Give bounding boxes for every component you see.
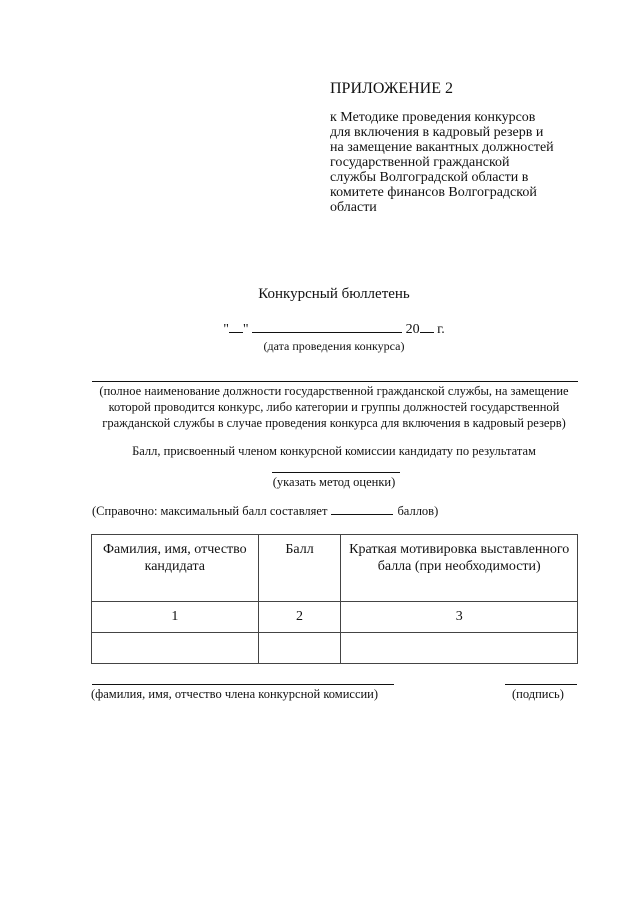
appendix-title: ПРИЛОЖЕНИЕ 2 (330, 80, 454, 97)
score-table (91, 534, 578, 664)
day-blank (229, 320, 243, 333)
table-cell (258, 633, 341, 664)
position-line (92, 381, 578, 382)
date-caption: (дата проведения конкурса) (263, 339, 405, 353)
reference-note (92, 503, 438, 519)
score-text: Балл, присвоенный членом конкурсной комиссии кандидату по результатам (132, 444, 536, 458)
year-blank (420, 320, 434, 333)
method-line (272, 472, 400, 473)
table-cell (341, 633, 578, 664)
col-number-3: 3 (341, 602, 578, 633)
date-open-quote: " (223, 322, 229, 337)
method-caption: (указать метод оценки) (272, 475, 396, 489)
date-suffix: г. (433, 322, 445, 337)
col-number-1: 1 (92, 602, 259, 633)
reference-prefix: (Справочно: максимальный балл составляет (92, 504, 328, 518)
table-cell (92, 633, 259, 664)
col-number-2: 2 (258, 602, 341, 633)
reference-suffix: баллов) (397, 504, 439, 518)
table-header-row (92, 535, 578, 602)
appendix-description: к Методике проведения конкурсов для включения в кадровый резерв и на замещение вакантных должностей государственной гражданской службы Волгоградской области в комитете финансов Волгоградской области (330, 110, 554, 215)
bulletin-title: Конкурсный бюллетень (258, 286, 410, 302)
header-motivation: Краткая мотивировка выставленного балла (при необходимости) (341, 535, 578, 602)
signature-line (505, 684, 577, 685)
signature-caption: (подпись) (512, 687, 564, 701)
member-name-line (92, 684, 394, 685)
header-candidate: Фамилия, имя, отчество кандидата (92, 535, 259, 602)
table-row (92, 633, 578, 664)
member-name-caption: (фамилия, имя, отчество члена конкурсной комиссии) (91, 687, 379, 701)
date-close-quote: " (242, 322, 249, 337)
position-caption: (полное наименование должности государственной гражданской службы, на замещение которой проводится конкурс, либо категории и группы должностей государственной гражданской службы в случае проведения конкурса для включения в кадровый резерв) (99, 384, 569, 430)
max-score-blank (331, 503, 393, 515)
date-line (90, 320, 578, 338)
header-score: Балл (258, 535, 341, 602)
date-year: 20 (405, 322, 420, 337)
month-blank (252, 320, 402, 333)
appendix-block (330, 80, 610, 215)
table-number-row (92, 602, 578, 633)
